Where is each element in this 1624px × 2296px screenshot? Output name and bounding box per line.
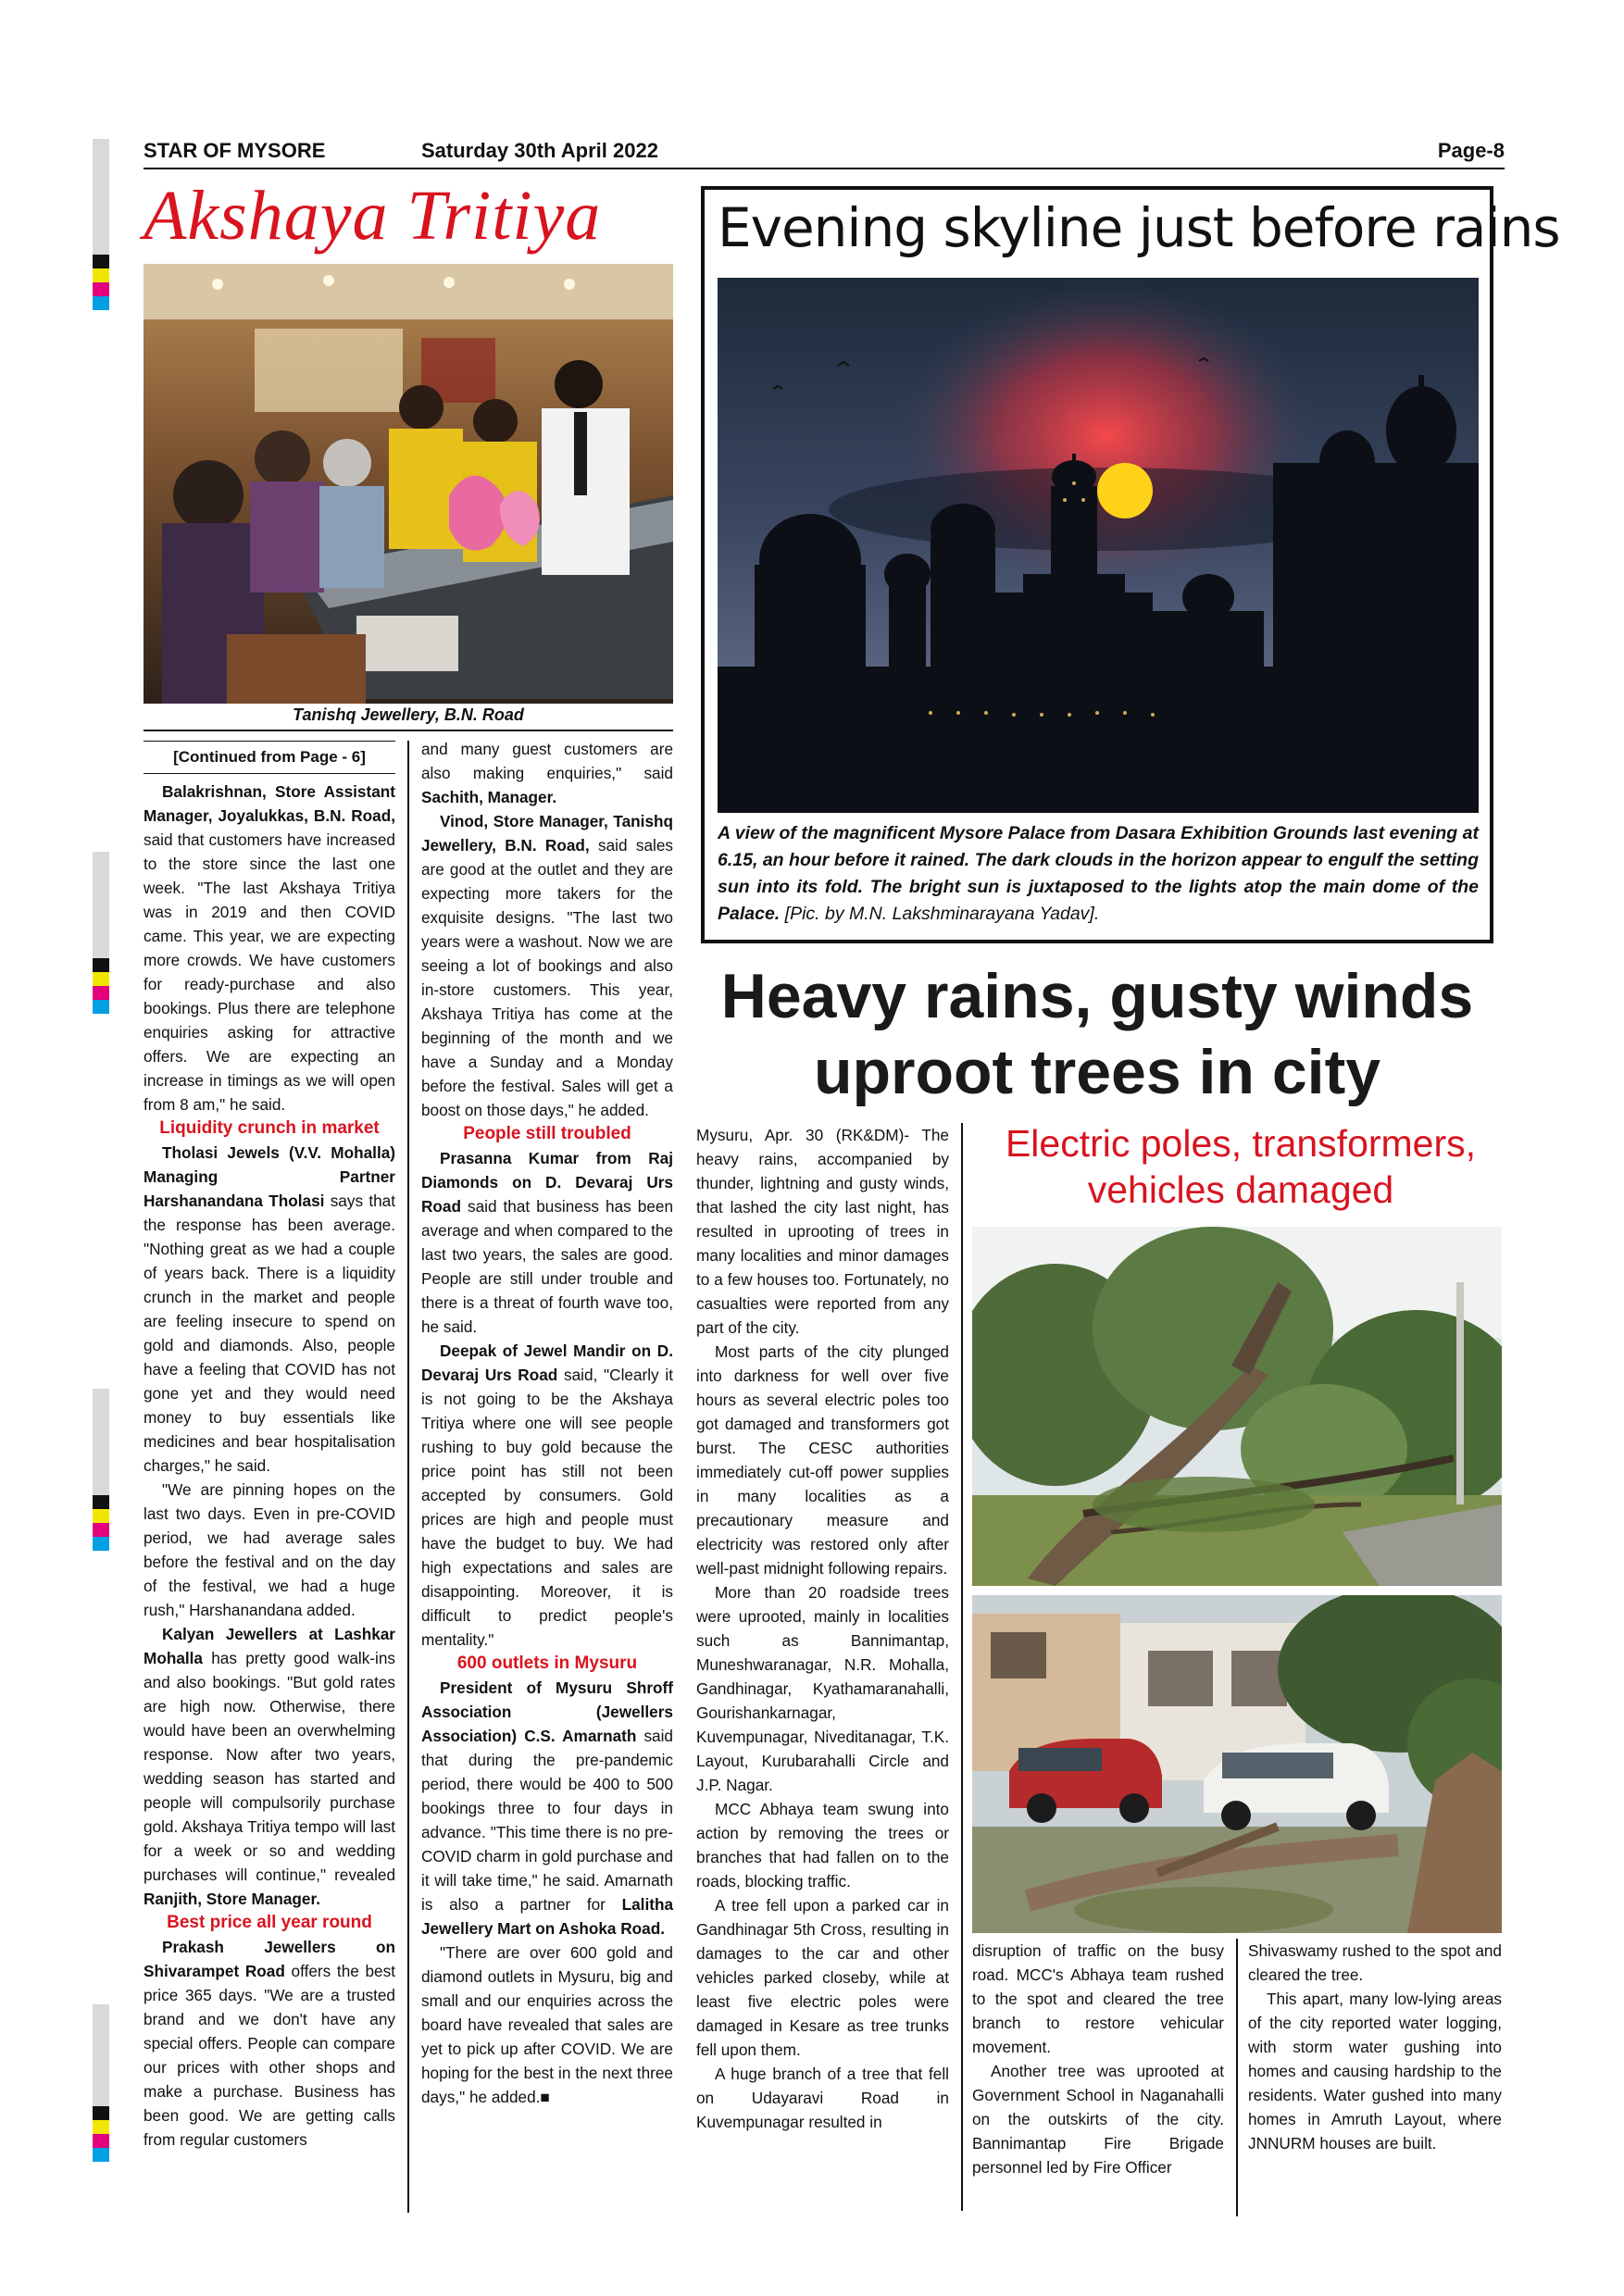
print-mark: [93, 282, 109, 296]
palace-sunset-photo: [718, 278, 1479, 813]
subhead-best-price: Best price all year round: [167, 1913, 372, 1932]
print-mark: [93, 1000, 109, 1014]
publication-name: STAR OF MYSORE: [144, 139, 326, 162]
issue-date: Saturday 30th April 2022: [421, 139, 658, 162]
column-rule: [407, 741, 409, 2213]
print-mark: [93, 2004, 109, 2106]
fallen-tree-photo-1: [972, 1227, 1502, 1586]
caption-rule: [144, 730, 673, 731]
subhead-liquidity: Liquidity crunch in market: [159, 1118, 380, 1138]
akshaya-article-col1: [Continued from Page - 6] Balakrishnan, Store Assistant Manager, Joyalukkas, B.N. Road, said that customers have increased to the store since the last one week. "The last Akshaya Tritiya was in 2019 and then COVID came. This year, we are expecting more crowds. We have customers for ready-purchase and also bookings. Plus there are telephone enquiries asking for attractive offers. We are expecting an increase in timings as we will open from 8 am," he said. Liquidity crunch in market Tholasi Jewels (V.V. Mohalla) Managing Partner Harshanandana Tholasi says that the response has been average. "Nothing great as we had a couple of years back. There is a liquidity crunch in the market and people are feeling insecure to spend on gold and diamonds. Also, people have a feeling that COVID has not gone yet and they would need money to buy essentials like medicines and bear hospitalisation charges," he said. "We are pinning hopes on the last two days. Even in pre-COVID period, we had average sales before the festival and on the day of the festival, we had a huge rush," Harshanandana added. Kalyan Jewellers at Lashkar Mohalla has pretty good walk-ins and also bookings. "But gold rates are high now. Otherwise, there would have been an overwhelming response. Now after two years, wedding season has started and people will compulsorily purchase gold. Akshaya Tritiya tempo will last for a week or so and wedding purchases will continue," revealed Ranjith, Store Manager. Best price all year round Prakash Jewellers on Shivarampet Road offers the best price 365 days. "We are a trusted brand and we don't have any special offers. People can compare our prices with other shops and make a purchase. Business has been good. We are getting calls from regular customers: [144, 741, 395, 2152]
skyline-title: Evening skyline just before rains: [718, 196, 1560, 259]
print-mark: [93, 1389, 109, 1495]
skyline-caption-text: A view of the magnificent Mysore Palace from Dasara Exhibition Grounds last evening at 6.15, an hour before it rained. The dark clouds in the horizon appear to engulf the setting sun into its fold. The bright sun is juxtaposed to the lights atop the main dome of the Palace.: [718, 823, 1479, 924]
column-rule: [1236, 1939, 1238, 2216]
skyline-caption: [718, 820, 1479, 928]
print-mark: [93, 2148, 109, 2162]
skyline-photo-credit: [Pic. by M.N. Lakshminarayana Yadav].: [784, 904, 1100, 924]
print-mark: [93, 986, 109, 1000]
print-mark: [93, 2106, 109, 2120]
subhead-people-troubled: People still troubled: [463, 1124, 631, 1143]
rains-subheadline: Electric poles, transformers, vehicles damaged: [1005, 1122, 1477, 1211]
continued-note: [Continued from Page - 6]: [144, 741, 395, 774]
print-mark: [93, 255, 109, 268]
print-mark: [93, 2134, 109, 2148]
photo-caption: Tanishq Jewellery, B.N. Road: [293, 705, 524, 724]
column-rule: [961, 1123, 963, 2211]
jewellery-store-photo: [144, 264, 673, 704]
fallen-tree-on-car-photo: [972, 1595, 1502, 1933]
print-mark: [93, 268, 109, 282]
header-rule: [144, 168, 1505, 169]
print-mark: [93, 1537, 109, 1551]
print-mark: [93, 139, 109, 255]
print-mark: [93, 2120, 109, 2134]
print-mark: [93, 296, 109, 310]
rains-article-col1: Mysuru, Apr. 30 (RK&DM)- The heavy rains, accompanied by thunder, lightning and gusty winds, that lashed the city last night, has resulted in uprooting of trees in many localities and minor damages to a few houses too. Fortunately, no casualties were reported from any part of the city. Most parts of the city plunged into darkness for well over five hours as several electric poles too got damaged and transformers got burst. The CESC authorities immediately cut-off power supplies in many localities as a precautionary measure and electricity was restored only after well-past midnight following repairs. More than 20 roadside trees were uprooted, mainly in localities such as Bannimantap, Muneshwaranagar, N.R. Mohalla, Gandhinagar, Kyathamaranahalli, Gourishankarnagar, Kuvempunagar, Niveditanagar, T.K. Layout, Kurubarahalli Circle and J.P. Nagar. MCC Abhaya team swung into action by removing the trees or branches that had fallen on to the roads, blocking traffic. A tree fell upon a parked car in Gandhinagar 5th Cross, resulting in damages to the car and other vehicles parked closeby, while at least five electric poles were damaged in Kesare as tree trunks fell upon them. A huge branch of a tree that fell on Udayaravi Road in Kuvempunagar resulted in: [696, 1126, 949, 2131]
print-mark: [93, 852, 109, 958]
rains-headline: Heavy rains, gusty winds uproot trees in city: [720, 961, 1474, 1107]
subhead-outlets: 600 outlets in Mysuru: [456, 1653, 638, 1673]
akshaya-headline: Akshaya Tritiya: [144, 177, 602, 255]
page-number: Page-8: [1437, 139, 1505, 162]
print-mark: [93, 972, 109, 986]
rains-article-col3: Shivaswamy rushed to the spot and cleared the tree. This apart, many low-lying areas of the city reported water logging, with storm water gushing into homes and causing hardship to the residents. Water gushed into many homes in Amruth Layout, where JNNURM houses are built.: [1248, 1941, 1502, 2152]
print-mark: [93, 958, 109, 972]
akshaya-article-col2: and many guest customers are also making enquiries," said Sachith, Manager. Vinod, Store Manager, Tanishq Jewellery, B.N. Road, said sales are good at the outlet and they are expecting more takers for the exquisite designs. "The last two years were a washout. Now we are seeing a lot of bookings and also in-store customers. This year, Akshaya Tritiya has come at the beginning of the month and we have a Sunday and a Monday before the festival. Sales will get a boost on those days," he added. People still troubled Prasanna Kumar from Raj Diamonds on D. Devaraj Urs Road said that business has been average and when compared to the last two years, the sales are good. People are still under trouble and there is a threat of fourth wave too, he said. Deepak of Jewel Mandir on D. Devaraj Urs Road said, "Clearly it is not going to be the Akshaya Tritiya where one will see people rushing to buy gold because the price point has still not been accepted by consumers. Gold prices are high and people must have the budget to buy. We had high expectations and sales are disappointing. Moreover, it is difficult to predict people's mentality." 600 outlets in Mysuru President of Mysuru Shroff Association (Jewellers Association) C.S. Amarnath said that during the pre-pandemic period, there would be 400 to 500 bookings three to four days in advance. "This time there is no pre-COVID charm in gold purchase and it will take time," he said. Amarnath is also a partner for Lalitha Jewellery Mart on Ashoka Road. "There are over 600 gold and diamond outlets in Mysuru, big and small and our enquiries across the board have revealed that sales are yet to pick up after COVID. We are hoping for the best in the next three days," he added.■: [421, 740, 673, 2106]
rains-article-col2: disruption of traffic on the busy road. MCC's Abhaya team rushed to the spot and cleared the tree branch to restore vehicular movement. Another tree was uprooted at Government School in Naganahalli on the outskirts of the city. Bannimantap Fire Brigade personnel led by Fire Officer: [972, 1941, 1224, 2177]
print-mark: [93, 1523, 109, 1537]
print-mark: [93, 1509, 109, 1523]
print-mark: [93, 1495, 109, 1509]
